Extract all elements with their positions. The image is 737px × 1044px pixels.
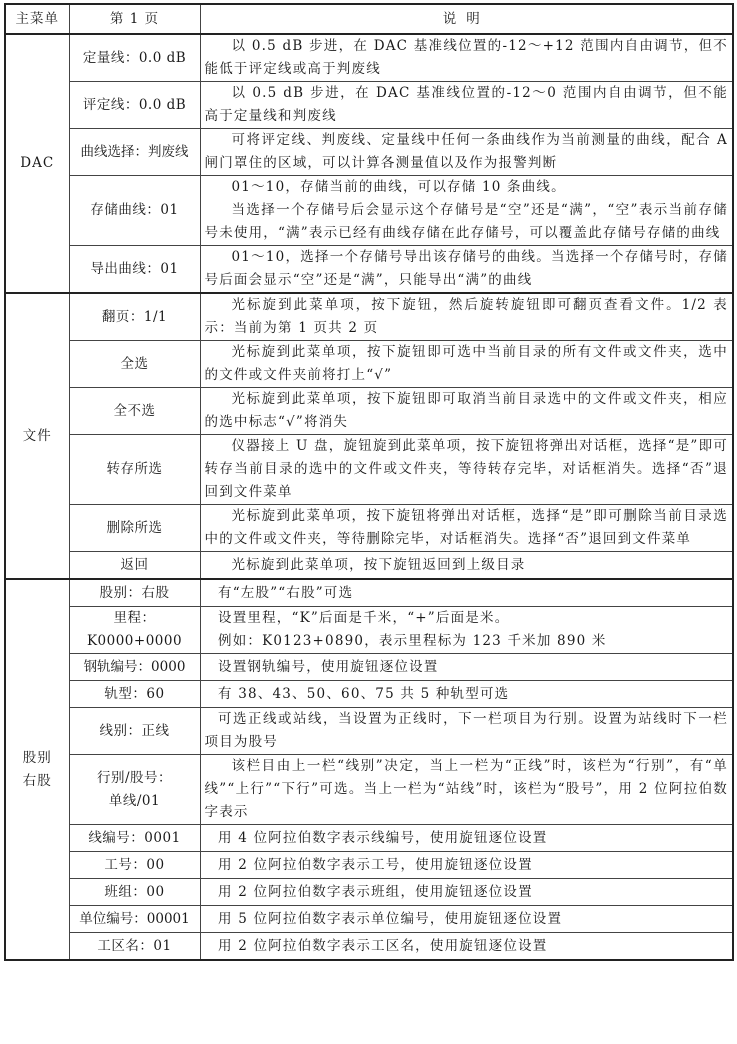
description-text: 用 2 位阿拉伯数字表示工号，使用旋钮逐位设置 <box>218 856 533 873</box>
item-description <box>200 579 733 607</box>
table-row <box>5 708 733 755</box>
table-row <box>5 435 733 505</box>
section-rail-side-line2: 右股 <box>22 772 52 789</box>
table-row <box>5 341 733 388</box>
menu-item-line-number: 线编号：0001 <box>69 825 200 852</box>
item-description <box>200 246 733 294</box>
item-description <box>200 852 733 879</box>
menu-item-work-area: 工区名：01 <box>69 933 200 961</box>
menu-item-export-curve: 导出曲线：01 <box>69 246 200 294</box>
section-dac: DAC <box>5 34 69 293</box>
description-text: 用 5 位阿拉伯数字表示单位编号，使用旋钮逐位设置 <box>218 910 563 927</box>
item-description <box>200 681 733 708</box>
table-row <box>5 246 733 294</box>
table-row <box>5 879 733 906</box>
menu-item-delete-selected: 删除所选 <box>69 505 200 552</box>
item-value: K0000+0000 <box>86 633 183 649</box>
item-label: 里程： <box>113 610 156 626</box>
table-row <box>5 552 733 580</box>
description-text: 该栏目由上一栏“线别”决定，当上一栏为“正线”时，该栏为“行别”，有“单线”“上行”“下行”可选。当上一栏为“站线”时，该栏为“股号”，用 2 位阿拉伯数字表示 <box>204 758 728 820</box>
header-main-menu: 主菜单 <box>5 4 69 34</box>
table-row <box>5 82 733 129</box>
header-description: 说明 <box>200 4 733 34</box>
description-text: 用 2 位阿拉伯数字表示工区名，使用旋钮逐位设置 <box>218 937 548 954</box>
menu-item-rail-side: 股别：右股 <box>69 579 200 607</box>
menu-item-return: 返回 <box>69 552 200 580</box>
description-text: 有 38、43、50、60、75 共 5 种轨型可选 <box>218 685 510 702</box>
description-text: 光标旋到此菜单项，按下旋钮将弹出对话框，选择“是”即可删除当前目录选中的文件或文件夹，等待删除完毕，对话框消失。选择“否”退回到文件菜单 <box>204 508 728 547</box>
description-text: 用 2 位阿拉伯数字表示班组，使用旋钮逐位设置 <box>218 883 533 900</box>
description-text: 设置里程，“K”后面是千米，“+”后面是米。 <box>218 610 510 626</box>
description-text: 01～10，存储当前的曲线，可以存储 10 条曲线。 <box>231 179 566 195</box>
item-description <box>200 435 733 505</box>
item-description <box>200 176 733 246</box>
description-text: 可选正线或站线，当设置为正线时，下一栏项目为行别。设置为站线时下一栏项目为股号 <box>204 711 728 750</box>
menu-item-quantify-line: 定量线：0.0 dB <box>69 34 200 82</box>
table-row <box>5 388 733 435</box>
menu-item-select-all: 全选 <box>69 341 200 388</box>
menu-item-deselect-all: 全不选 <box>69 388 200 435</box>
item-description <box>200 34 733 82</box>
table-row <box>5 825 733 852</box>
item-description <box>200 879 733 906</box>
item-description <box>200 388 733 435</box>
header-page: 第 1 页 <box>69 4 200 34</box>
menu-item-team: 班组：00 <box>69 879 200 906</box>
menu-item-evaluate-line: 评定线：0.0 dB <box>69 82 200 129</box>
item-description <box>200 755 733 825</box>
table-row <box>5 579 733 607</box>
item-description <box>200 607 733 654</box>
item-description <box>200 825 733 852</box>
item-description <box>200 654 733 681</box>
menu-description-table <box>4 3 734 961</box>
description-text: 光标旋到此菜单项，按下旋钮，然后旋转旋钮即可翻页查看文件。1/2 表示：当前为第 1 页共 2 页 <box>204 297 728 336</box>
description-text: 当选择一个存储号后会显示这个存储号是“空”还是“满”，“空”表示当前存储号未使用，“满”表示已经有曲线存储在此存储号，可以覆盖此存储号存储的曲线 <box>204 202 728 241</box>
table-row <box>5 755 733 825</box>
menu-item-transfer-selected: 转存所选 <box>69 435 200 505</box>
section-file: 文件 <box>5 293 69 579</box>
item-description <box>200 552 733 580</box>
table-row <box>5 681 733 708</box>
description-text: 有“左股”“右股”可选 <box>218 584 354 601</box>
table-row <box>5 607 733 654</box>
table-row <box>5 129 733 176</box>
menu-item-store-curve: 存储曲线：01 <box>69 176 200 246</box>
description-text: 可将评定线、判废线、定量线中任何一条曲线作为当前测量的曲线，配合 A 闸门罩住的区域，可以计算各测量值以及作为报警判断 <box>204 132 728 171</box>
item-description <box>200 505 733 552</box>
description-text: 设置钢轨编号，使用旋钮逐位设置 <box>218 658 439 675</box>
menu-item-unit-number: 单位编号：00001 <box>69 906 200 933</box>
section-rail-side-line1: 股别 <box>22 749 52 766</box>
table-row <box>5 654 733 681</box>
item-description <box>200 708 733 755</box>
menu-item-page-turn: 翻页：1/1 <box>69 293 200 341</box>
table-row <box>5 906 733 933</box>
menu-item-curve-select: 曲线选择：判废线 <box>69 129 200 176</box>
description-text: 以 0.5 dB 步进，在 DAC 基准线位置的-12～0 范围内自由调节，但不能高于定量线和判废线 <box>204 85 728 124</box>
menu-item-mileage <box>69 607 200 654</box>
item-description <box>200 341 733 388</box>
menu-item-rail-number: 钢轨编号：0000 <box>69 654 200 681</box>
menu-item-direction-track <box>69 755 200 825</box>
table-row <box>5 933 733 961</box>
table-row <box>5 852 733 879</box>
item-description <box>200 129 733 176</box>
description-text: 光标旋到此菜单项，按下旋钮返回到上级目录 <box>231 556 526 573</box>
description-text: 01～10，选择一个存储号导出该存储号的曲线。当选择一个存储号时，存储号后面会显示“空”还是“满”，只能导出“满”的曲线 <box>204 249 728 288</box>
table-row <box>5 505 733 552</box>
item-description <box>200 906 733 933</box>
table-row <box>5 293 733 341</box>
table-row <box>5 34 733 82</box>
description-text: 仪器接上 U 盘，旋钮旋到此菜单项，按下旋钮将弹出对话框，选择“是”即可转存当前目录的选中的文件或文件夹，等待转存完毕，对话框消失。选择“否”退回到文件菜单 <box>204 438 728 500</box>
item-description <box>200 293 733 341</box>
description-text: 光标旋到此菜单项，按下旋钮即可选中当前目录的所有文件或文件夹，选中的文件或文件夹前将打上“√” <box>204 344 728 383</box>
menu-item-rail-type: 轨型：60 <box>69 681 200 708</box>
item-description <box>200 82 733 129</box>
table-row <box>5 176 733 246</box>
description-text: 以 0.5 dB 步进，在 DAC 基准线位置的-12～+12 范围内自由调节，但不能低于评定线或高于判废线 <box>204 38 728 77</box>
item-value: 单线/01 <box>108 792 161 809</box>
section-rail-side <box>5 579 69 960</box>
menu-item-line-type: 线别：正线 <box>69 708 200 755</box>
description-text: 光标旋到此菜单项，按下旋钮即可取消当前目录选中的文件或文件夹，相应的选中标志“√”将消失 <box>204 391 728 430</box>
menu-item-work-number: 工号：00 <box>69 852 200 879</box>
table-header-row <box>5 4 733 34</box>
item-label: 行别/股号： <box>96 769 173 786</box>
description-text: 例如：K0123+0890，表示里程标为 123 千米加 890 米 <box>218 633 607 649</box>
description-text: 用 4 位阿拉伯数字表示线编号，使用旋钮逐位设置 <box>218 829 548 846</box>
item-description <box>200 933 733 961</box>
